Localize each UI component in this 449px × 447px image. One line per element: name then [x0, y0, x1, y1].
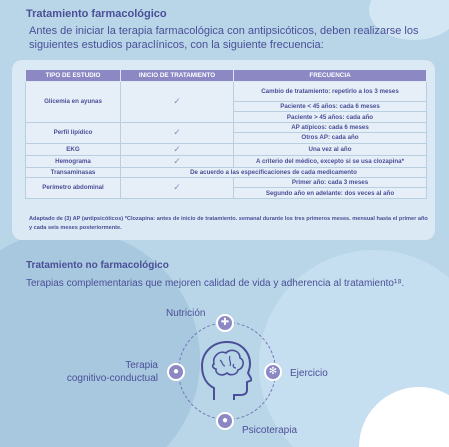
cell-frequency: Cambio de tratamiento: repetirlo a los 3 meses [234, 82, 427, 102]
table-header-row [26, 70, 427, 82]
table-row [26, 122, 427, 132]
label-exercise: Ejercicio [290, 368, 328, 379]
table-footnote: Adaptado de (3) AP (antipsicóticos) *Clozapina: antes de inicio de tratamiento. semanal durante los tres primeros meses. mensual hasta el primer año y cada seis meses posteriormente. [29, 216, 428, 231]
check-icon: ✓ [121, 82, 234, 123]
table-row [26, 143, 427, 155]
cell-frequency: Paciente > 45 años: cada año [234, 112, 427, 122]
table-row [26, 155, 427, 167]
chat-bubble-icon: ● [167, 363, 185, 381]
cell-frequency: Otros AP: cada año [234, 133, 427, 143]
studies-table [25, 69, 427, 199]
section-title-non-pharmacological: Tratamiento no farmacológico [26, 260, 169, 271]
cell-frequency: AP atípicos: cada 6 meses [234, 122, 427, 132]
cell-study: EKG [26, 143, 121, 155]
cell-frequency: A criterio del médico, excepto si se usa clozapina* [234, 155, 427, 167]
cell-study: Transaminasas [26, 167, 121, 177]
table-row [26, 167, 427, 177]
label-nutrition: Nutrición [166, 308, 206, 319]
cell-study: Glicemia en ayunas [26, 82, 121, 123]
check-icon: ✓ [121, 177, 234, 198]
plus-icon: ✚ [216, 314, 234, 332]
section-intro-non-pharmacological: Terapias complementarias que mejoren calidad de vida y adherencia al tratamiento¹⁸. [26, 278, 405, 289]
check-icon: ✓ [121, 143, 234, 155]
cell-study: Hemograma [26, 155, 121, 167]
section-intro-pharmacological: Antes de iniciar la terapia farmacológica con antipsicóticos, deben realizarse los siguientes estudios paraclínicos, con la siguiente frecuencia: [29, 25, 419, 51]
gear-icon: ✻ [264, 363, 282, 381]
header-start: INICIO DE TRATAMIENTO [121, 70, 234, 82]
cell-frequency: Una vez al año [234, 143, 427, 155]
label-cbt-line1: Terapia [125, 360, 158, 371]
header-study-type: TIPO DE ESTUDIO [26, 70, 121, 82]
label-cbt-line2: cognitivo-conductual [66, 373, 158, 384]
speech-icon: ● [216, 412, 234, 430]
cell-frequency: Primer año: cada 3 meses [234, 177, 427, 187]
table-row [26, 177, 427, 187]
check-icon: ✓ [121, 122, 234, 143]
cell-frequency: De acuerdo a las especificaciones de cada medicamento [121, 167, 427, 177]
section-title-pharmacological: Tratamiento farmacológico [26, 8, 167, 20]
header-frequency: FRECUENCIA [234, 70, 427, 82]
cell-frequency: Segundo año en adelante: dos veces al año [234, 188, 427, 198]
cell-study: Perfil lipídico [26, 122, 121, 143]
label-psychotherapy: Psicoterapia [242, 425, 298, 436]
brain-head-icon [200, 340, 252, 402]
check-icon: ✓ [121, 155, 234, 167]
cell-frequency: Paciente < 45 años: cada 6 meses [234, 102, 427, 112]
table-row [26, 82, 427, 102]
cell-study: Perímetro abdominal [26, 177, 121, 198]
